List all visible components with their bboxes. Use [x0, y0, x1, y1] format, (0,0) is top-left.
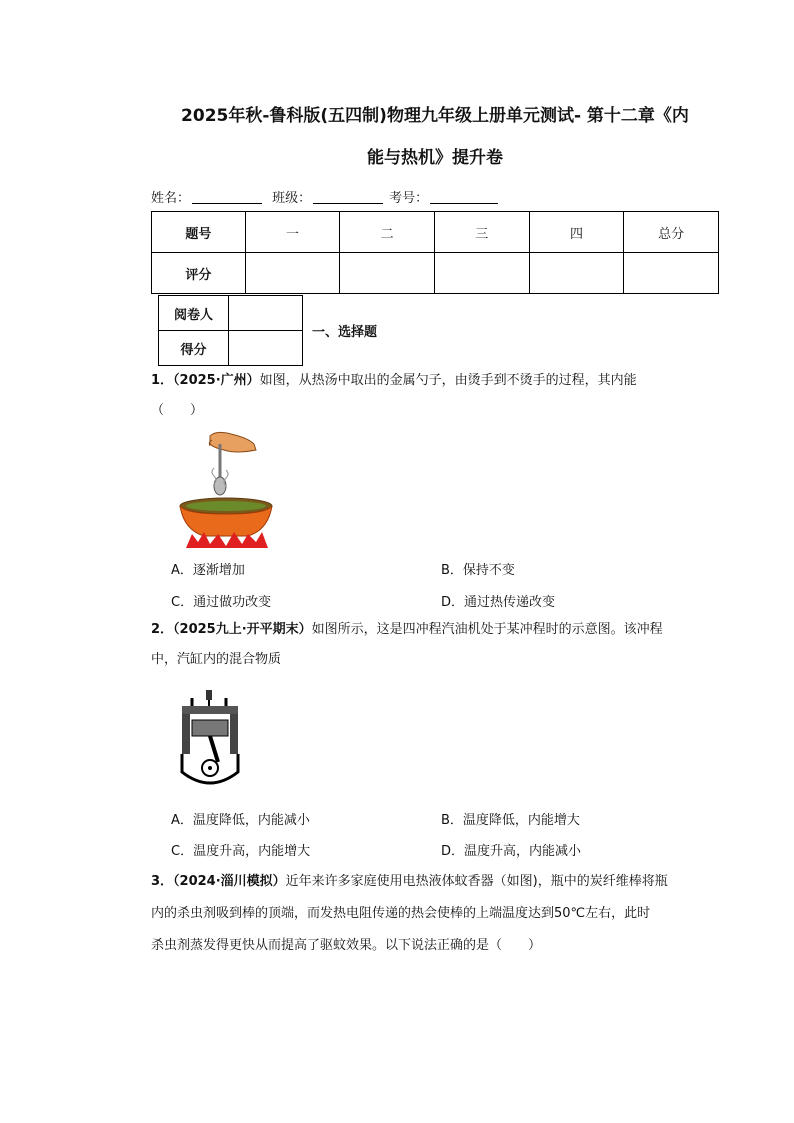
option-a[interactable]: A．温度降低，内能减小: [171, 813, 310, 828]
score-cell[interactable]: [624, 253, 719, 294]
name-blank[interactable]: [192, 190, 262, 204]
grader-table: [158, 295, 303, 366]
score-table-header-row: [152, 212, 719, 253]
option-b[interactable]: B．温度降低，内能增大: [441, 813, 580, 828]
question-text-cont: 杀虫剂蒸发得更快从而提高了驱蚊效果。以下说法正确的是（ ）: [151, 938, 542, 953]
exam-no-blank[interactable]: [430, 190, 498, 204]
class-label: 班级：: [272, 191, 312, 206]
score-table-score-row: [152, 253, 719, 294]
answer-paren: （ ）: [151, 403, 204, 418]
row-label: 评分: [152, 253, 246, 294]
question-number: 1．: [151, 373, 174, 388]
header-cell: 一: [245, 212, 340, 253]
student-info-line: [151, 187, 504, 206]
score-table: [151, 211, 719, 294]
exam-no-label: 考号：: [389, 191, 429, 206]
option-d[interactable]: D．通过热传递改变: [441, 595, 556, 610]
score-cell[interactable]: [245, 253, 340, 294]
question-3-stem: [151, 866, 721, 962]
option-d[interactable]: D．温度升高，内能减小: [441, 844, 582, 859]
header-cell: 三: [434, 212, 529, 253]
score-cell[interactable]: [229, 331, 303, 366]
question-text: 如图，从热汤中取出的金属勺子，由烫手到不烫手的过程，其内能: [259, 373, 637, 388]
header-cell: 题号: [152, 212, 246, 253]
option-a[interactable]: A．逐渐增加: [171, 563, 245, 578]
score-cell[interactable]: [340, 253, 435, 294]
temperature-value: 50℃: [554, 906, 586, 921]
header-cell: 总分: [624, 212, 719, 253]
class-blank[interactable]: [313, 190, 383, 204]
question-source: （2025九上·开平期末）: [173, 622, 312, 637]
question-text: 近年来许多家庭使用电热液体蚊香器（如图)，瓶中的炭纤维棒将瓶: [285, 874, 668, 889]
reviewer-cell[interactable]: [229, 296, 303, 331]
page-title-line-1: 2025年秋-鲁科版(五四制)物理九年级上册单元测试- 第十二章《内: [181, 106, 689, 126]
question-1-stem: [151, 366, 721, 426]
score-cell[interactable]: [529, 253, 624, 294]
option-b[interactable]: B．保持不变: [441, 563, 515, 578]
score-label: 得分: [159, 331, 229, 366]
question-source: （2025·广州）: [173, 373, 260, 388]
question-number: 2．: [151, 622, 174, 637]
question-source: （2024·淄川模拟）: [173, 874, 286, 889]
soup-spoon-figure: [176, 430, 276, 550]
score-cell[interactable]: [434, 253, 529, 294]
header-cell: 二: [340, 212, 435, 253]
page-title-line-2: 能与热机》提升卷: [367, 148, 503, 168]
question-2-stem: [151, 615, 721, 675]
option-c[interactable]: C．温度升高，内能增大: [171, 844, 311, 859]
name-label: 姓名：: [151, 191, 191, 206]
question-text-cont: 左右，此时: [585, 906, 651, 921]
question-number: 3．: [151, 874, 174, 889]
engine-figure: [178, 690, 242, 790]
question-text-cont: 中，汽缸内的混合物质: [151, 652, 282, 667]
option-c[interactable]: C．通过做功改变: [171, 595, 272, 610]
section-heading: 一、选择题: [312, 325, 378, 340]
question-text: 如图所示，这是四冲程汽油机处于某冲程时的示意图。该冲程: [311, 622, 663, 637]
reviewer-label: 阅卷人: [159, 296, 229, 331]
question-text-cont: 内的杀虫剂吸到棒的顶端，而发热电阻传递的热会使棒的上端温度达到: [151, 906, 555, 921]
header-cell: 四: [529, 212, 624, 253]
